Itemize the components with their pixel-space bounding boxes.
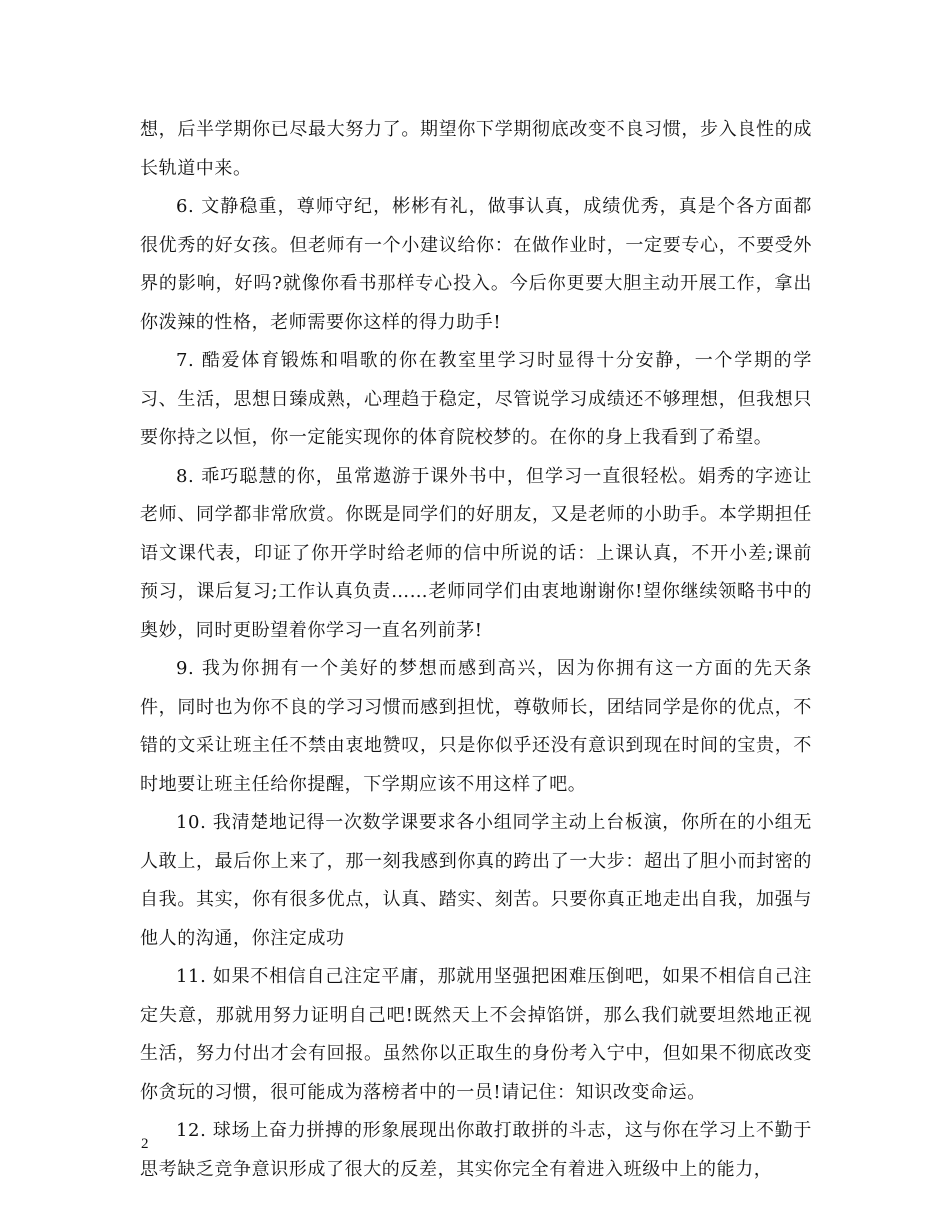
paragraph-item-9: 9. 我为你拥有一个美好的梦想而感到高兴，因为你拥有这一方面的先天条件，同时也为你不良的学习习惯而感到担忧，尊敬师长，团结同学是你的优点，不错的文采让班主任不禁由衷地赞叹，只是你似乎还没有意识到现在时间的宝贵，不时地要让班主任给你提醒，下学期应该不用这样了吧。 [140,658,812,795]
paragraph-item-6: 6. 文静稳重，尊师守纪，彬彬有礼，做事认真，成绩优秀，真是个各方面都很优秀的好女孩。但老师有一个小建议给你：在做作业时，一定要专心，不要受外界的影响，好吗?就像你看书那样专心投入。今后你更要大胆主动开展工作，拿出你泼辣的性格，老师需要你这样的得力助手! [140,196,812,333]
paragraph-item-12: 12. 球场上奋力拼搏的形象展现出你敢打敢拼的斗志，这与你在学习上不勤于思考缺乏竞争意识形成了很大的反差，其实你完全有着进入班级中上的能力， [140,1120,812,1180]
paragraph-item-8: 8. 乖巧聪慧的你，虽常遨游于课外书中，但学习一直很轻松。娟秀的字迹让老师、同学都非常欣赏。你既是同学们的好朋友，又是老师的小助手。本学期担任语文课代表，印证了你开学时给老师的信中所说的话：上课认真，不开小差;课前预习，课后复习;工作认真负责……老师同学们由衷地谢谢你!望你继续领略书中的奥妙，同时更盼望着你学习一直名列前茅! [140,465,812,641]
page-number: 2 [141,1136,149,1152]
paragraph-item-11: 11. 如果不相信自己注定平庸，那就用坚强把困难压倒吧，如果不相信自己注定失意，那就用努力证明自己吧!既然天上不会掉馅饼，那么我们就要坦然地正视生活，努力付出才会有回报。虽然你以正取生的身份考入宁中，但如果不彻底改变你贪玩的习惯，很可能成为落榜者中的一员!请记住：知识改变命运。 [140,966,812,1103]
paragraph-item-7: 7. 酷爱体育锻炼和唱歌的你在教室里学习时显得十分安静，一个学期的学习、生活，思想日臻成熟，心理趋于稳定，尽管说学习成绩还不够理想，但我想只要你持之以恒，你一定能实现你的体育院校梦的。在你的身上我看到了希望。 [140,350,812,448]
paragraph-item-10: 10. 我清楚地记得一次数学课要求各小组同学主动上台板演，你所在的小组无人敢上，最后你上来了，那一刻我感到你真的跨出了一大步：超出了胆小而封密的自我。其实，你有很多优点，认真、踏实、刻苦。只要你真正地走出自我，加强与他人的沟通，你注定成功 [140,812,812,949]
document-body [140,111,812,1189]
paragraph-continuation: 想，后半学期你已尽最大努力了。期望你下学期彻底改变不良习惯，步入良性的成长轨道中来。 [140,119,812,179]
